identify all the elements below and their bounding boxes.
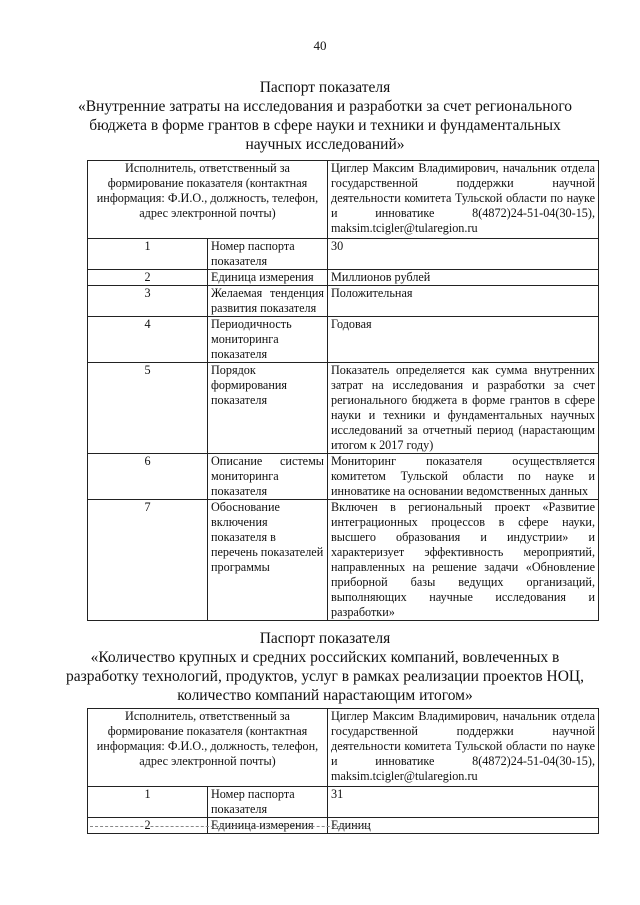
row-value: Мониторинг показателя осуществляется комитетом Тульской области по науке и инноватике на основании ведомственных данных: [328, 454, 599, 500]
passport-1-heading: Паспорт показателя: [259, 79, 391, 96]
executor-value: Циглер Максим Владимирович, начальник отдела государственной поддержки научной деятельности комитета Тульской области по науке и инноватике 8(4872)24-51-04(30-15), maksim.tcigler@tularegion.ru: [328, 709, 599, 787]
row-value: Показатель определяется как сумма внутренних затрат на исследования и разработки за счет регионального бюджета в форме грантов в сфере науки и техники и фундаментальных научных исследований за отчетный период (нарастающим итогом к 2017 году): [328, 363, 599, 454]
executor-value: Циглер Максим Владимирович, начальник отдела государственной поддержки научной деятельности комитета Тульской области по науке и инноватике 8(4872)24-51-04(30-15), maksim.tcigler@tularegion.ru: [328, 161, 599, 239]
row-number: 2: [88, 270, 208, 286]
passport-2-heading: Паспорт показателя: [259, 630, 391, 647]
row-label: Описание системы мониторинга показателя: [208, 454, 328, 500]
table-row: [88, 239, 599, 270]
row-value: Положительная: [328, 286, 599, 317]
row-number: 4: [88, 317, 208, 363]
page-number: 40: [313, 38, 327, 53]
row-label: Периодичность мониторинга показателя: [208, 317, 328, 363]
row-number: 5: [88, 363, 208, 454]
row-label: Единица измерения: [208, 270, 328, 286]
table-row: [88, 286, 599, 317]
row-number: 6: [88, 454, 208, 500]
row-value: Единиц: [328, 818, 599, 834]
table-row: [88, 787, 599, 818]
row-label: Обоснование включения показателя в перечень показателей программы: [208, 500, 328, 621]
table-row: [88, 317, 599, 363]
row-number: 3: [88, 286, 208, 317]
page-cut-line: [90, 826, 370, 829]
table-row: [88, 454, 599, 500]
row-label: Номер паспорта показателя: [208, 787, 328, 818]
row-value: 31: [328, 787, 599, 818]
executor-row: [88, 161, 599, 239]
row-value: 30: [328, 239, 599, 270]
row-number: 1: [88, 787, 208, 818]
row-label: Номер паспорта показателя: [208, 239, 328, 270]
row-number: 2: [88, 818, 208, 834]
executor-label: Исполнитель, ответственный за формирование показателя (контактная информация: Ф.И.О., должность, телефон, адрес электронной почты): [88, 709, 328, 787]
executor-label: Исполнитель, ответственный за формирование показателя (контактная информация: Ф.И.О., должность, телефон, адрес электронной почты): [88, 161, 328, 239]
table-row: [88, 270, 599, 286]
passport-1-title: «Внутренние затраты на исследования и разработки за счет регионального бюджета в форме грантов в сфере науки и техники и фундаментальных научных исследований»: [77, 98, 573, 153]
table-row: [88, 500, 599, 621]
passport-2-table: [87, 708, 599, 834]
table-row: [88, 363, 599, 454]
passport-2-title: «Количество крупных и средних российских компаний, вовлеченных в разработку технологий, продуктов, услуг в рамках реализации проектов НОЦ, количество компаний нарастающим итогом»: [65, 649, 584, 704]
passport-1-table: [87, 160, 599, 621]
row-number: 7: [88, 500, 208, 621]
row-number: 1: [88, 239, 208, 270]
row-label: Желаемая тенденция развития показателя: [208, 286, 328, 317]
row-value: Миллионов рублей: [328, 270, 599, 286]
executor-row: [88, 709, 599, 787]
row-label: Порядок формирования показателя: [208, 363, 328, 454]
row-label: Единица измерения: [208, 818, 328, 834]
row-value: Годовая: [328, 317, 599, 363]
row-value: Включен в региональный проект «Развитие интеграционных процессов в сфере науки, высшего образования и индустрии» и характеризует эффективность мероприятий, направленных на решение задачи «Обновление приборной базы ведущих организаций, выполняющих научные исследования и разработки»: [328, 500, 599, 621]
